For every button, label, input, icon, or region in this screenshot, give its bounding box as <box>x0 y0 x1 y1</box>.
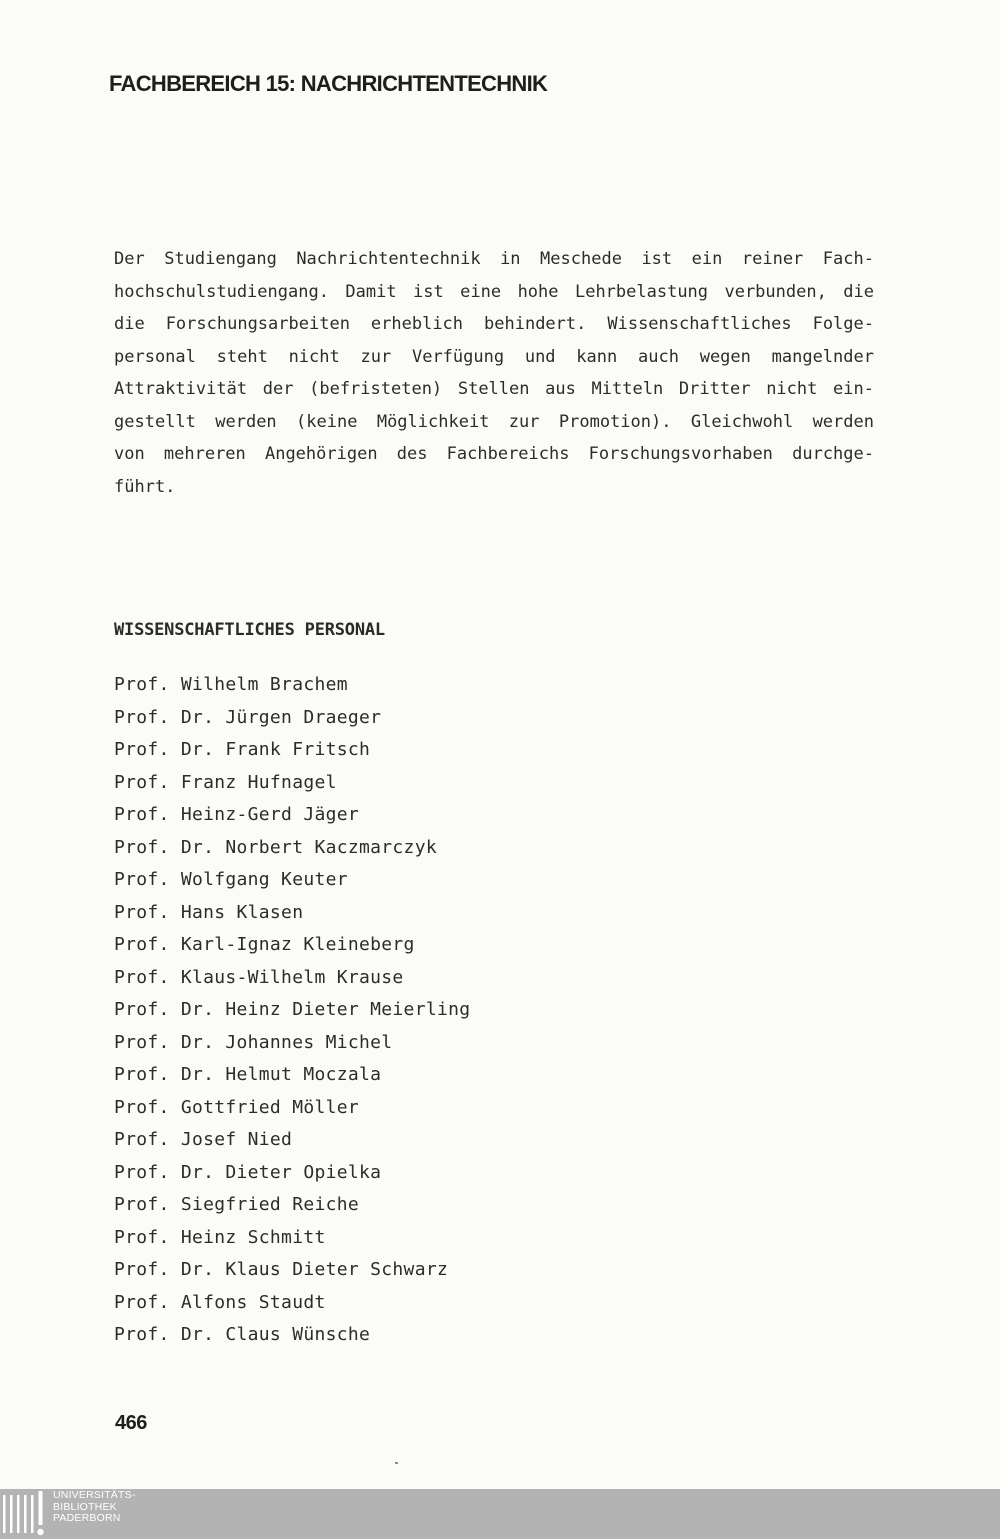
staff-member: Prof. Dr. Johannes Michel <box>114 1031 393 1053</box>
intro-line: hochschulstudiengang. Damit ist eine hohe Lehrbelastung verbunden, die <box>114 281 874 302</box>
staff-member: Prof. Dr. Dieter Opielka <box>114 1161 382 1183</box>
staff-member: Prof. Dr. Heinz Dieter Meierling <box>114 999 471 1020</box>
library-logo-text <box>53 1490 136 1525</box>
staff-member: Prof. Alfons Staudt <box>114 1291 326 1313</box>
intro-line: gestellt werden (keine Möglichkeit zur Promotion). Gleichwohl werden <box>114 411 874 432</box>
staff-member: Prof. Dr. Helmut Moczala <box>114 1064 382 1085</box>
staff-member: Prof. Dr. Norbert Kaczmarczyk <box>114 836 437 858</box>
library-logo-line: UNIVERSITÄTS- <box>53 1489 136 1501</box>
library-logo-line: PADERBORN <box>53 1512 121 1524</box>
page-number: 466 <box>115 1412 147 1434</box>
intro-line: von mehreren Angehörigen des Fachbereichs Forschungsvorhaben durchge- <box>114 444 874 464</box>
intro-line: personal steht nicht zur Verfügung und kann auch wegen mangelnder <box>114 346 874 367</box>
intro-line: führt. <box>114 476 176 497</box>
staff-heading: WISSENSCHAFTLICHES PERSONAL <box>114 620 385 641</box>
staff-member: Prof. Karl-Ignaz Kleineberg <box>114 934 415 955</box>
scan-speck <box>395 1462 398 1464</box>
intro-line: die Forschungsarbeiten erheblich behindert. Wissenschaftliches Folge- <box>114 314 874 334</box>
staff-member: Prof. Dr. Jürgen Draeger <box>114 706 382 728</box>
staff-member: Prof. Hans Klasen <box>114 901 304 923</box>
staff-member: Prof. Gottfried Möller <box>114 1096 360 1118</box>
staff-list <box>114 669 470 1352</box>
staff-member: Prof. Franz Hufnagel <box>114 771 337 793</box>
staff-member: Prof. Klaus-Wilhelm Krause <box>114 966 404 988</box>
intro-line: Der Studiengang Nachrichtentechnik in Meschede ist ein reiner Fach- <box>114 249 874 269</box>
staff-member: Prof. Wilhelm Brachem <box>114 674 348 695</box>
staff-member: Prof. Heinz-Gerd Jäger <box>114 804 360 825</box>
staff-member: Prof. Dr. Klaus Dieter Schwarz <box>114 1259 449 1280</box>
page-title: FACHBEREICH 15: NACHRICHTENTECHNIK <box>109 70 548 96</box>
staff-member: Prof. Wolfgang Keuter <box>114 869 348 890</box>
intro-paragraph <box>114 243 874 503</box>
staff-member: Prof. Heinz Schmitt <box>114 1226 326 1248</box>
intro-line: Attraktivität der (befristeten) Stellen aus Mitteln Dritter nicht ein- <box>114 379 874 399</box>
staff-member: Prof. Siegfried Reiche <box>114 1194 360 1215</box>
staff-member: Prof. Dr. Frank Fritsch <box>114 739 371 760</box>
footer-bar <box>0 1489 1000 1539</box>
staff-member: Prof. Josef Nied <box>114 1129 293 1150</box>
staff-member: Prof. Dr. Claus Wünsche <box>114 1324 371 1345</box>
library-logo-line: BIBLIOTHEK <box>53 1500 117 1513</box>
